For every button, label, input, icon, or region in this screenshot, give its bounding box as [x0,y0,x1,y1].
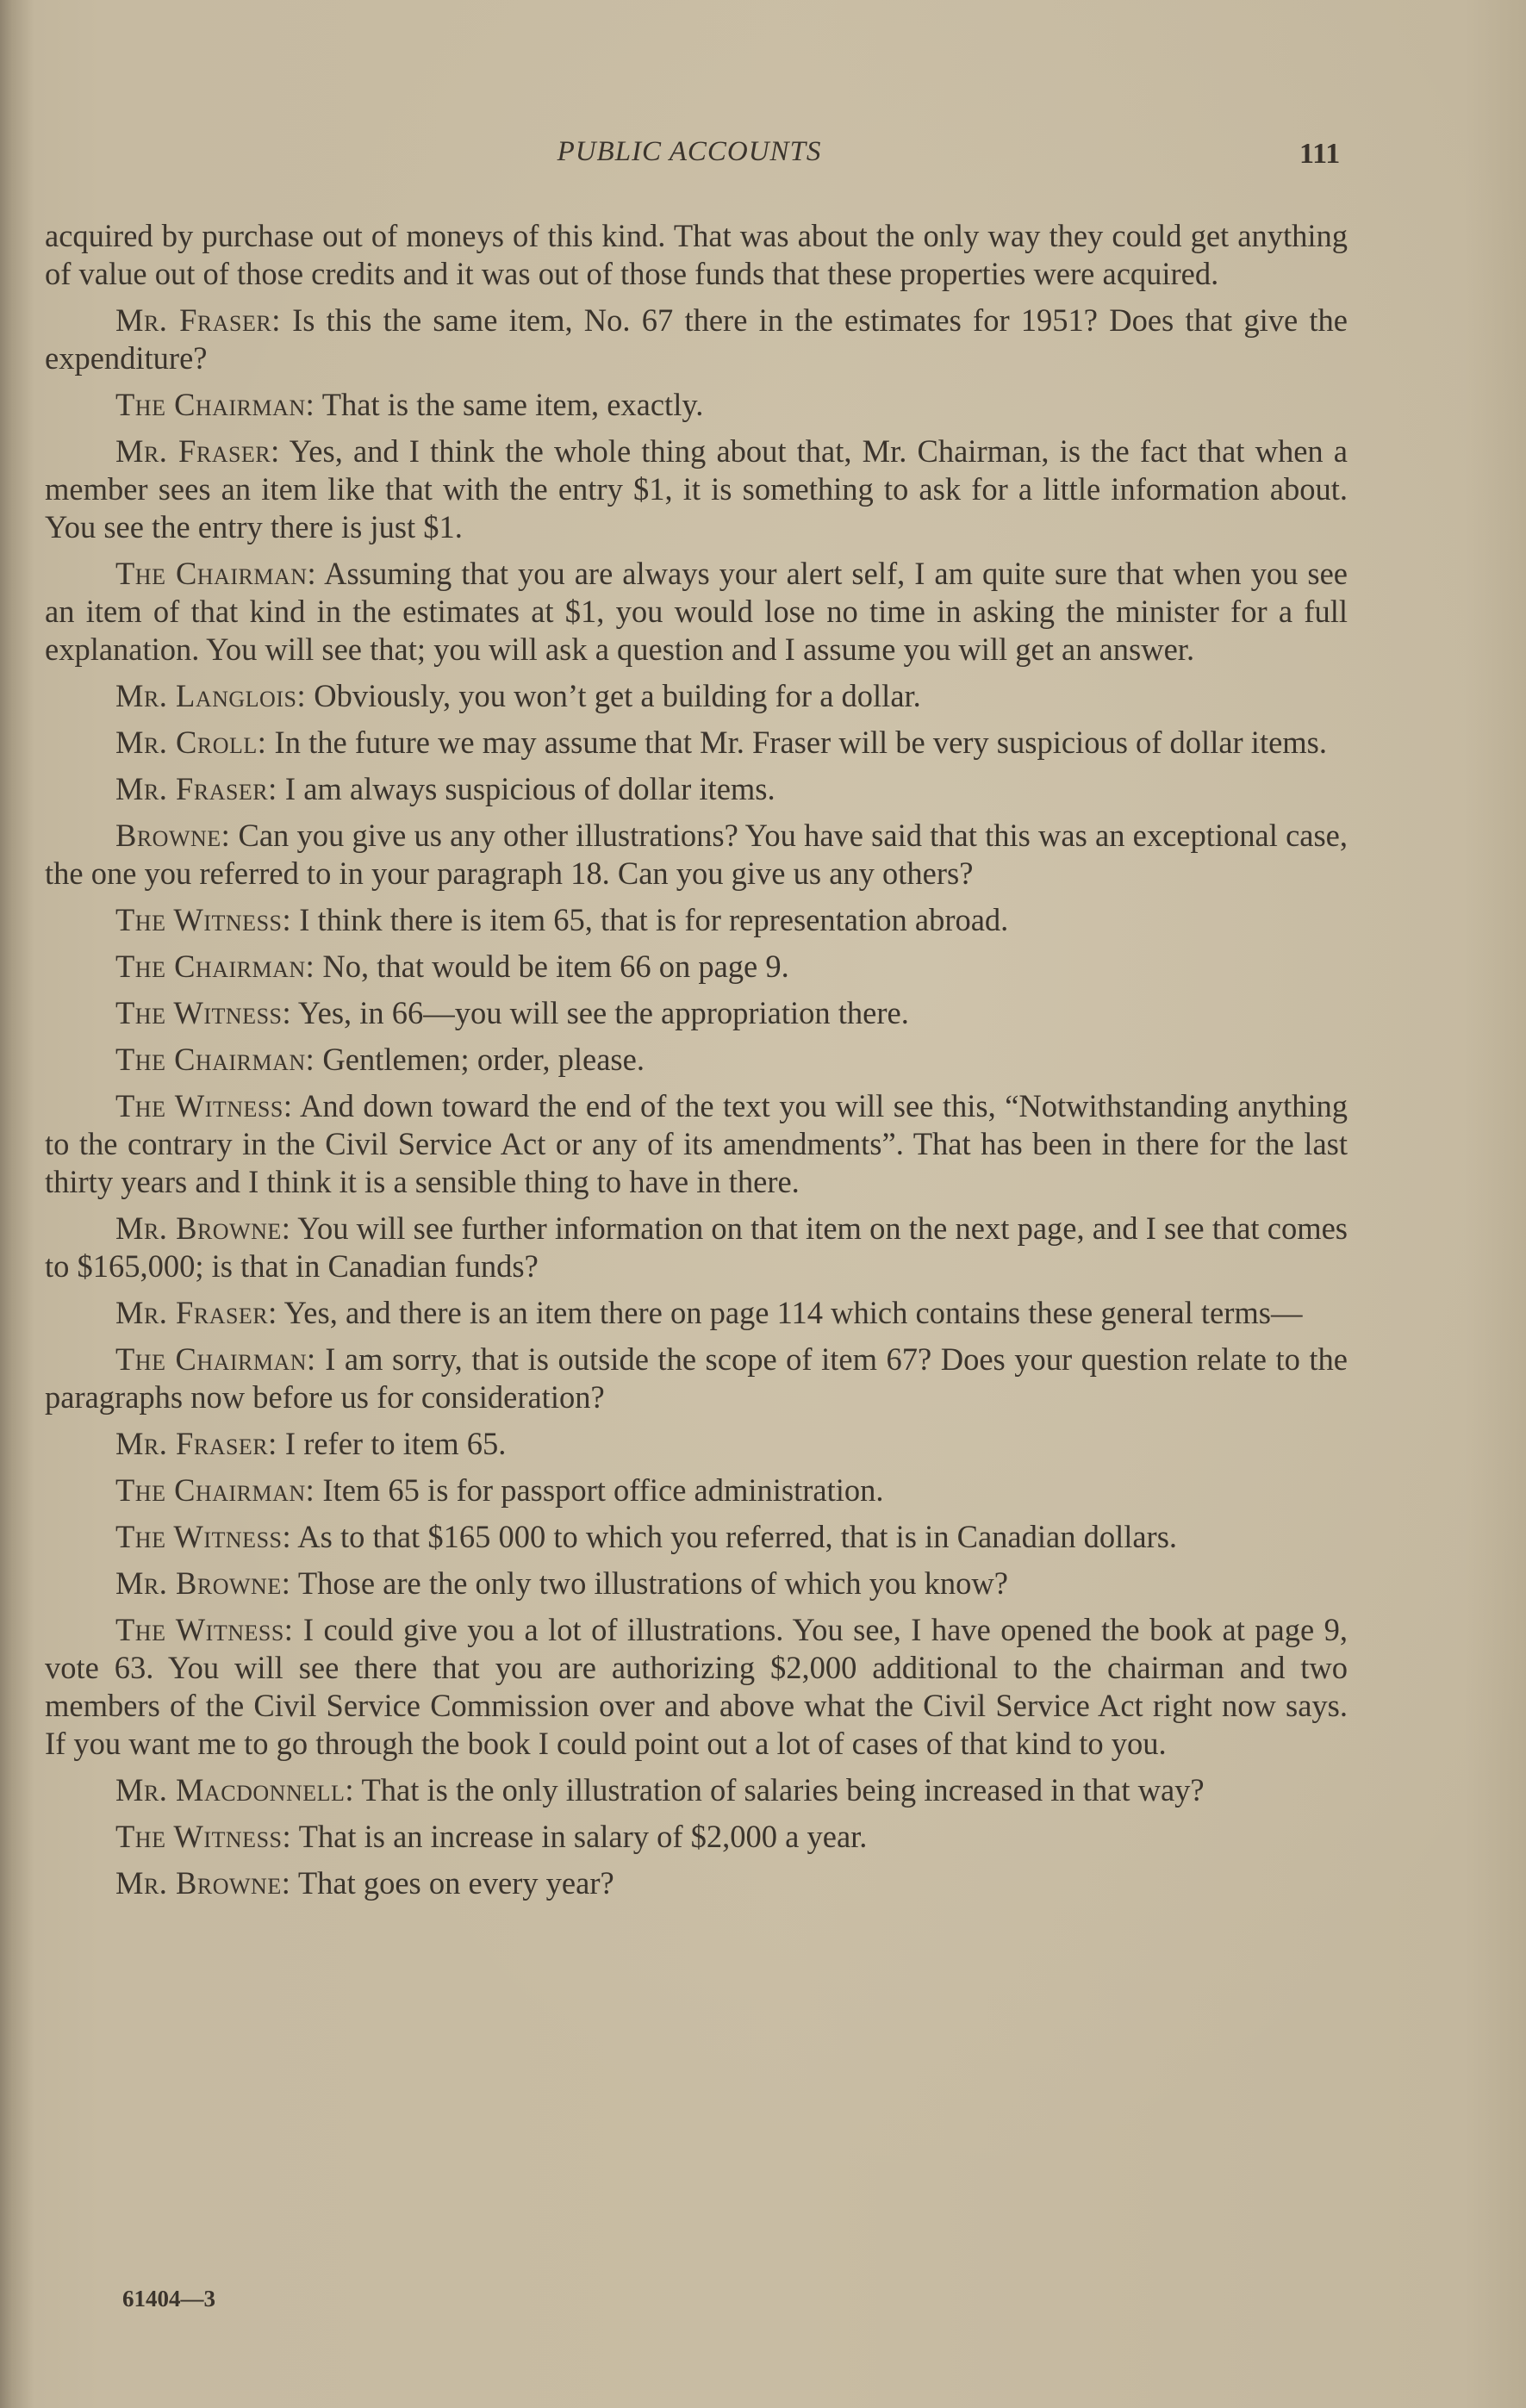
paragraph [45,948,1348,986]
paragraph [45,1210,1348,1285]
paragraph-text: Yes, and I think the whole thing about that, Mr. Chairman, is the fact that when a member sees an item like that with the entry $1, it is something to ask for a little information about. You see the entry there is just $1. [45,433,1348,544]
paragraph [45,1472,1348,1509]
paragraph [45,724,1348,762]
paragraph-text: Gentlemen; order, please. [322,1042,645,1077]
paragraph [45,1565,1348,1602]
paragraph [45,770,1348,808]
speaker-label: Browne: [115,818,231,853]
speaker-label: The Chairman: [115,556,317,591]
paragraph [45,432,1348,546]
paragraph [45,994,1348,1032]
paragraph-text: acquired by purchase out of moneys of this kind. That was about the only way they could get anything of value out of those credits and it was out of those funds that these properties were acquired. [45,218,1348,291]
paragraph-text: That is the same item, exactly. [321,387,704,422]
speaker-label: Mr. Browne: [115,1565,291,1601]
speaker-label: The Witness: [115,902,292,937]
paragraph [45,1611,1348,1763]
paragraph [45,386,1348,424]
paragraph [45,1341,1348,1416]
paragraph [45,1425,1348,1463]
paragraph [45,1864,1348,1902]
running-title: PUBLIC ACCOUNTS [557,136,822,167]
speaker-label: Mr. Browne: [115,1865,291,1901]
paragraph [45,1294,1348,1332]
paragraph-text: I refer to item 65. [284,1426,507,1461]
speaker-label: Mr. Fraser: [115,1426,277,1461]
paragraph [45,817,1348,893]
paragraph [45,1518,1348,1556]
paragraph-text: Is this the same item, No. 67 there in the estimates for 1951? Does that give the expenditure? [45,302,1348,376]
speaker-label: Mr. Fraser: [115,302,281,338]
signature-code: 61404—3 [122,2286,215,2312]
paragraph [45,901,1348,939]
paragraph [45,1087,1348,1201]
speaker-label: The Chairman: [115,387,315,422]
page-number: 111 [1299,138,1341,170]
paragraph-text: In the future we may assume that Mr. Fraser will be very suspicious of dollar items. [274,725,1328,760]
speaker-label: The Witness: [115,1612,294,1647]
paragraph-text: Obviously, you won’t get a building for a dollar. [314,678,921,713]
paragraph-text: I am always suspicious of dollar items. [284,771,775,806]
page-header [0,136,1526,188]
paragraph-text: Item 65 is for passport office administration. [322,1472,884,1508]
paragraph-text: Can you give us any other illustrations? You have said that this was an exceptional case, the one you referred to in your paragraph 18. Can you give us any others? [45,818,1348,891]
paragraph-text: Assuming that you are always your alert self, I am quite sure that when you see an item of that kind in the estimates at $1, you would lose no time in asking the minister for a full explanation. You will see that; you will ask a question and I assume you will get an answer. [45,556,1348,667]
paragraph [45,1818,1348,1856]
paragraph [45,555,1348,669]
paragraph-text: That is an increase in salary of $2,000 a year. [298,1819,868,1854]
paragraph-text: And down toward the end of the text you will see this, “Notwithstanding anything to the contrary in the Civil Service Act or any of its amendments”. That has been in there for the last thirty years and I think it is a sensible thing to have in there. [45,1088,1348,1199]
paragraph [45,677,1348,715]
speaker-label: Mr. Macdonnell: [115,1772,355,1808]
paragraph-text: That goes on every year? [297,1865,614,1901]
paragraph-text: That is the only illustration of salaries being increased in that way? [361,1772,1205,1808]
speaker-label: The Witness: [115,1519,292,1554]
paragraph-text: Yes, and there is an item there on page 114 which contains these general terms— [283,1295,1303,1330]
paragraph-text: Those are the only two illustrations of which you know? [297,1565,1008,1601]
paragraph [45,1771,1348,1809]
paragraph-text: I think there is item 65, that is for representation abroad. [299,902,1009,937]
paragraph [45,302,1348,377]
speaker-label: Mr. Fraser: [115,771,277,806]
speaker-label: The Witness: [115,1088,293,1123]
paragraph-text: As to that $165 000 to which you referred, that is in Canadian dollars. [297,1519,1178,1554]
speaker-label: Mr. Browne: [115,1210,291,1246]
paragraph [45,217,1348,293]
paragraph-text: I could give you a lot of illustrations. You see, I have opened the book at page 9, vote 63. You will see there that you are authorizing $2,000 additional to the chairman and two members of the Civil Service Commission over and above what the Civil Service Act right now says. If you want me to go through the book I could point out a lot of cases of that kind to you. [45,1612,1348,1761]
speaker-label: The Chairman: [115,1341,316,1377]
speaker-label: Mr. Fraser: [115,433,280,469]
speaker-label: The Chairman: [115,949,315,984]
speaker-label: The Witness: [115,995,292,1030]
transcript-body [45,217,1348,1911]
speaker-label: The Chairman: [115,1042,315,1077]
speaker-label: The Chairman: [115,1472,315,1508]
paragraph-text: No, that would be item 66 on page 9. [322,949,789,984]
paragraph-text: Yes, in 66—you will see the appropriation there. [297,995,909,1030]
paragraph-text: You will see further information on that item on the next page, and I see that comes to $165,000; is that in Canadian funds? [45,1210,1348,1284]
paragraph-text: I am sorry, that is outside the scope of item 67? Does your question relate to the paragraphs now before us for consideration? [45,1341,1348,1415]
speaker-label: Mr. Langlois: [115,678,307,713]
speaker-label: Mr. Croll: [115,725,267,760]
speaker-label: Mr. Fraser: [115,1295,277,1330]
speaker-label: The Witness: [115,1819,292,1854]
paragraph [45,1041,1348,1079]
